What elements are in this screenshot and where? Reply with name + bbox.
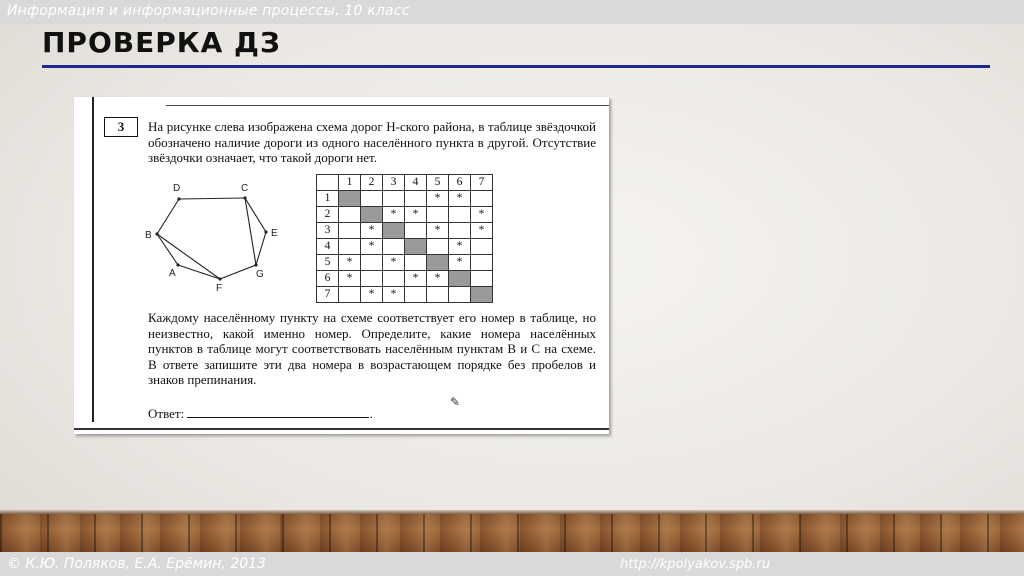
diagonal-cell [449, 271, 471, 287]
title-underline [42, 65, 990, 68]
scan-top-border [166, 105, 609, 106]
table-cell: * [449, 255, 471, 271]
table-cell: * [383, 255, 405, 271]
table-cell: * [383, 287, 405, 303]
table-cell [383, 191, 405, 207]
edge-a-f [178, 265, 220, 279]
table-row [317, 271, 493, 287]
table-cell [471, 191, 493, 207]
task-intro: На рисунке слева изображена схема дорог Н-ского района, в таблице звёздочкой обозначено наличие дороги из одного населённого пункта в другой. Отсутствие звёздочки означает, что такой дороги нет. [148, 119, 596, 165]
diagonal-cell [383, 223, 405, 239]
diagonal-cell [427, 255, 449, 271]
row-header: 5 [317, 255, 339, 271]
pen-cursor-icon: ✎ [450, 395, 461, 409]
row-header: 2 [317, 207, 339, 223]
diagonal-cell [339, 191, 361, 207]
row-header: 6 [317, 271, 339, 287]
table-row [317, 191, 493, 207]
table-row [317, 255, 493, 271]
table-cell: * [427, 271, 449, 287]
table-cell [339, 239, 361, 255]
table-cell [471, 255, 493, 271]
table-cell [449, 287, 471, 303]
node-label-d: D [173, 183, 181, 194]
answer-line [148, 405, 373, 422]
table-corner-cell [317, 175, 339, 191]
table-cell [471, 271, 493, 287]
column-header: 1 [339, 175, 361, 191]
edge-c-g [245, 198, 256, 265]
node-label-f: F [216, 283, 223, 294]
table-cell [383, 239, 405, 255]
table-cell: * [471, 207, 493, 223]
column-header: 3 [383, 175, 405, 191]
table-cell [449, 207, 471, 223]
node-d [177, 197, 180, 200]
adjacency-table [316, 174, 493, 303]
table-cell [405, 223, 427, 239]
node-label-a: A [169, 268, 176, 279]
footer-authors: © К.Ю. Поляков, Е.А. Ерёмин, 2013 [7, 556, 266, 572]
node-e [264, 230, 267, 233]
table-cell: * [361, 287, 383, 303]
table-row [317, 287, 493, 303]
table-cell [427, 287, 449, 303]
task-question: Каждому населённому пункту на схеме соответствует его номер в таблице, но неизвестно, какой именно номер. Определите, какие номера населённых пунктов в таблице могут соответствовать населённым пунктам B и C на схеме. В ответе запишите эти два номера в возрастающем порядке без пробелов и знаков препинания. [148, 310, 596, 387]
answer-period: . [369, 406, 373, 421]
scan-bottom-border [74, 428, 609, 430]
row-header: 4 [317, 239, 339, 255]
table-cell [339, 223, 361, 239]
row-header: 1 [317, 191, 339, 207]
table-cell [383, 271, 405, 287]
node-g [254, 263, 257, 266]
table-cell: * [471, 223, 493, 239]
column-header: 5 [427, 175, 449, 191]
table-cell: * [339, 255, 361, 271]
table-cell: * [361, 223, 383, 239]
wooden-floor [0, 514, 1024, 552]
diagonal-cell [471, 287, 493, 303]
table-cell [405, 255, 427, 271]
table-row [317, 207, 493, 223]
edge-e-g [256, 232, 266, 265]
road-graph [140, 179, 290, 294]
node-label-e: E [271, 228, 278, 239]
table-cell [361, 191, 383, 207]
answer-blank [187, 405, 369, 418]
edge-b-f [157, 234, 220, 279]
column-header: 7 [471, 175, 493, 191]
table-row [317, 239, 493, 255]
table-cell [405, 287, 427, 303]
table-row [317, 223, 493, 239]
course-title: Информация и информационные процессы, 10 класс [7, 3, 410, 19]
table-cell: * [405, 271, 427, 287]
header-bar [0, 0, 1024, 24]
node-f [218, 277, 221, 280]
row-header: 7 [317, 287, 339, 303]
table-cell: * [449, 191, 471, 207]
edge-f-g [220, 265, 256, 279]
table-cell [405, 191, 427, 207]
node-label-g: G [256, 269, 264, 280]
table-cell [339, 287, 361, 303]
node-c [243, 196, 246, 199]
column-header: 6 [449, 175, 471, 191]
footer-bar [0, 552, 1024, 576]
table-cell: * [339, 271, 361, 287]
table-cell [339, 207, 361, 223]
slide-title: ПРОВЕРКА ДЗ [42, 26, 281, 59]
table-cell [427, 239, 449, 255]
answer-label: Ответ: [148, 406, 185, 421]
task-number: 3 [104, 117, 138, 137]
table-cell: * [361, 239, 383, 255]
diagonal-cell [405, 239, 427, 255]
row-header: 3 [317, 223, 339, 239]
edge-d-c [179, 198, 245, 199]
edge-b-a [157, 234, 178, 265]
table-cell [361, 255, 383, 271]
table-cell [361, 271, 383, 287]
edge-d-b [157, 199, 179, 234]
table-cell: * [405, 207, 427, 223]
column-header: 4 [405, 175, 427, 191]
column-header: 2 [361, 175, 383, 191]
node-b [155, 232, 158, 235]
task-scan [74, 97, 609, 434]
scan-left-border [92, 97, 94, 422]
diagonal-cell [361, 207, 383, 223]
node-a [176, 263, 179, 266]
table-cell [471, 239, 493, 255]
table-cell [427, 207, 449, 223]
footer-url: http://kpolyakov.spb.ru [620, 557, 771, 572]
node-label-c: C [241, 183, 249, 194]
table-cell [449, 223, 471, 239]
table-cell: * [383, 207, 405, 223]
table-cell: * [427, 191, 449, 207]
table-cell: * [427, 223, 449, 239]
table-cell: * [449, 239, 471, 255]
node-label-b: B [145, 230, 152, 241]
